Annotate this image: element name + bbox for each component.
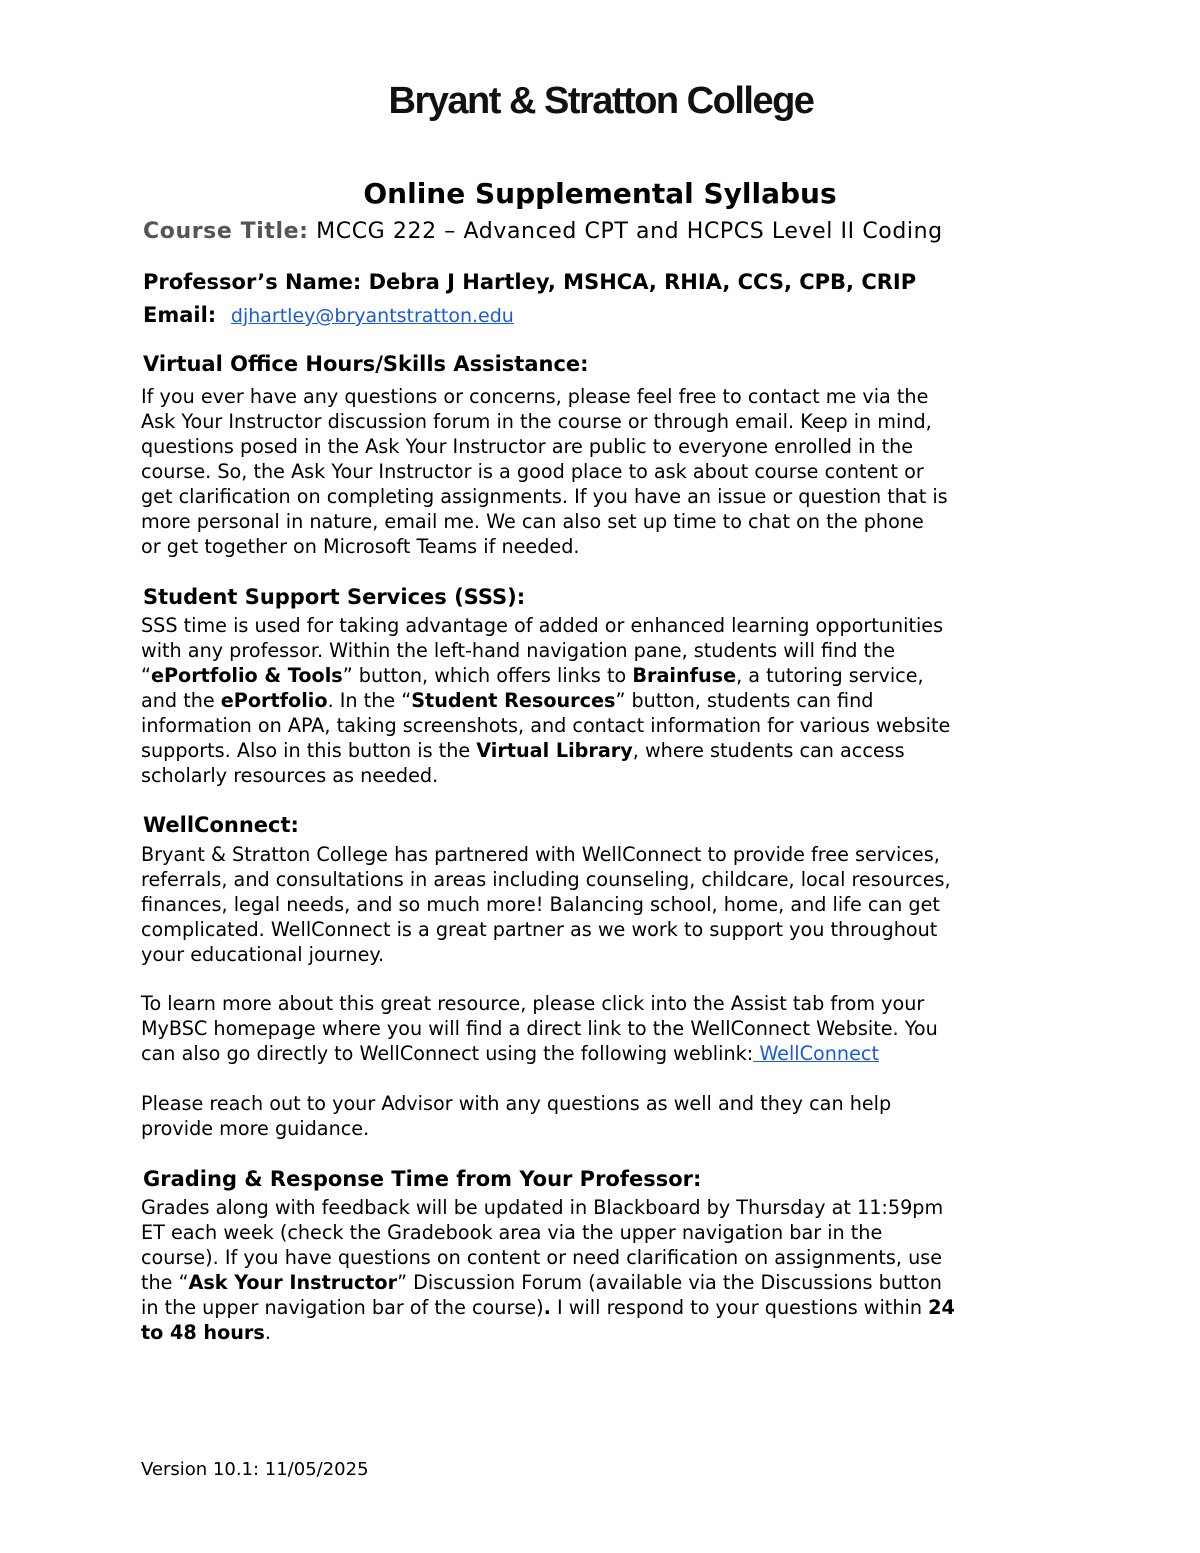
paragraph-line — [141, 1295, 1071, 1320]
text: can also go directly to WellConnect using the following weblink: — [141, 1042, 754, 1065]
email-row — [143, 303, 514, 327]
eportfolio-term: ePortfolio — [220, 689, 328, 712]
paragraph-line — [141, 738, 1071, 763]
wellconnect-link[interactable]: WellConnect — [753, 1042, 879, 1065]
course-title-label: Course Title: — [143, 219, 309, 244]
paragraph-line: information on APA, taking screenshots, and contact information for various website — [141, 714, 951, 737]
paragraph-line: complicated. WellConnect is a great partner as we work to support you throughout — [141, 918, 938, 941]
paragraph-line: ET each week (check the Gradebook area via the upper navigation bar in the — [141, 1221, 883, 1244]
course-title — [143, 219, 943, 244]
text: I will respond to your questions within — [550, 1296, 929, 1319]
paragraph-line: If you ever have any questions or concerns, please feel free to contact me via the — [141, 385, 929, 408]
paragraph-line: provide more guidance. — [141, 1117, 370, 1140]
paragraph-line: or get together on Microsoft Teams if needed. — [141, 535, 580, 558]
office-hours-heading: Virtual Office Hours/Skills Assistance: — [143, 352, 589, 376]
student-resources-term: Student Resources — [411, 689, 616, 712]
paragraph-line: questions posed in the Ask Your Instructor are public to everyone enrolled in the — [141, 435, 914, 458]
paragraph-line — [141, 1270, 1071, 1295]
text: , a tutoring service, — [736, 664, 924, 687]
paragraph-line: Bryant & Stratton College has partnered with WellConnect to provide free services, — [141, 843, 940, 866]
brainfuse-term: Brainfuse — [632, 664, 737, 687]
paragraph-line: scholarly resources as needed. — [141, 764, 439, 787]
paragraph-line: Grades along with feedback will be updated in Blackboard by Thursday at 11:59pm — [141, 1196, 944, 1219]
professor-name: Professor’s Name: Debra J Hartley, MSHCA, RHIA, CCS, CPB, CRIP — [143, 270, 917, 294]
paragraph-line — [141, 688, 1071, 713]
text: “ — [141, 664, 151, 687]
text: . — [543, 1296, 551, 1319]
text: supports. Also in this button is the — [141, 739, 477, 762]
text: . In the “ — [327, 689, 412, 712]
text: . — [264, 1321, 271, 1344]
page-title: Online Supplemental Syllabus — [363, 177, 837, 210]
email-link[interactable]: djhartley@bryantstratton.edu — [230, 305, 514, 327]
grading-paragraph — [141, 1195, 1071, 1345]
paragraph-line: MyBSC homepage where you will find a direct link to the WellConnect Website. You — [141, 1017, 938, 1040]
paragraph-line: Please reach out to your Advisor with any questions as well and they can help — [141, 1092, 892, 1115]
wellconnect-paragraph-3 — [141, 1091, 1071, 1141]
grading-heading: Grading & Response Time from Your Professor: — [143, 1167, 702, 1191]
paragraph-line: get clarification on completing assignments. If you have an issue or question that is — [141, 485, 948, 508]
wellconnect-paragraph-2 — [141, 991, 1071, 1066]
email-label: Email: — [143, 303, 217, 327]
wellconnect-paragraph-1 — [141, 842, 1071, 967]
paragraph-line: your educational journey. — [141, 943, 385, 966]
text: in the upper navigation bar of the course) — [141, 1296, 544, 1319]
text: ” button, which offers links to — [342, 664, 633, 687]
sss-paragraph — [141, 613, 1071, 788]
wellconnect-heading: WellConnect: — [143, 813, 299, 837]
office-hours-paragraph — [141, 384, 1071, 559]
college-logo: Bryant & Stratton College — [388, 80, 814, 122]
response-time-range: to 48 hours — [141, 1321, 265, 1344]
sss-heading: Student Support Services (SSS): — [143, 585, 526, 609]
eportfolio-tools-term: ePortfolio & Tools — [150, 664, 343, 687]
paragraph-line: course. So, the Ask Your Instructor is a good place to ask about course content or — [141, 460, 924, 483]
paragraph-line: To learn more about this great resource, please click into the Assist tab from your — [141, 992, 925, 1015]
virtual-library-term: Virtual Library — [476, 739, 633, 762]
text: the “ — [141, 1271, 189, 1294]
paragraph-line: referrals, and consultations in areas including counseling, childcare, local resources, — [141, 868, 951, 891]
paragraph-line: Ask Your Instructor discussion forum in the course or through email. Keep in mind, — [141, 410, 932, 433]
ask-your-instructor-term: Ask Your Instructor — [188, 1271, 398, 1294]
paragraph-line — [141, 1320, 1071, 1345]
version-footer: Version 10.1: 11/05/2025 — [141, 1459, 369, 1480]
text: and the — [141, 689, 221, 712]
text: ” button, students can find — [615, 689, 874, 712]
paragraph-line: with any professor. Within the left-hand navigation pane, students will find the — [141, 639, 896, 662]
text: ” Discussion Forum (available via the Discussions button — [397, 1271, 942, 1294]
course-title-value: MCCG 222 – Advanced CPT and HCPCS Level II Coding — [316, 219, 943, 244]
paragraph-line — [141, 663, 1071, 688]
text: , where students can access — [632, 739, 905, 762]
paragraph-line: SSS time is used for taking advantage of added or enhanced learning opportunities — [141, 614, 944, 637]
paragraph-line: more personal in nature, email me. We can also set up time to chat on the phone — [141, 510, 924, 533]
paragraph-line: course). If you have questions on content or need clarification on assignments, use — [141, 1246, 943, 1269]
paragraph-line: finances, legal needs, and so much more! Balancing school, home, and life can get — [141, 893, 940, 916]
paragraph-line — [141, 1041, 1071, 1066]
response-time-number: 24 — [928, 1296, 955, 1319]
